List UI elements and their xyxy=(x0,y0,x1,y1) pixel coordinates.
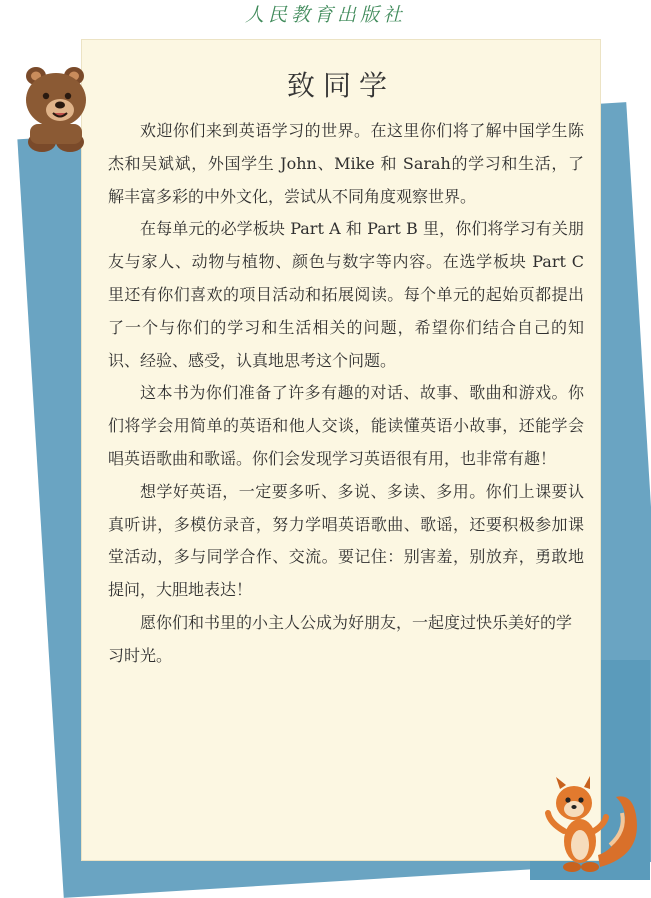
squirrel-icon xyxy=(538,775,648,880)
page-title: 致同学 xyxy=(286,69,395,102)
paragraph: 在每单元的必学板块 Part A 和 Part B 里，你们将学习有关朋友与家人、动物与植物、颜色与数字等内容。在选学板块 Part C 里还有你们喜欢的项目活动和拓展阅读。每个单元的起始页都提出了一个与你们的学习和生活相关的问题，希望你们结合自己的知识、经验、感受，认真地思考这个问题。 xyxy=(108,219,584,370)
paragraph: 这本书为你们准备了许多有趣的对话、故事、歌曲和游戏。你们将学会用简单的英语和他人交谈，能读懂英语小故事，还能学会唱英语歌曲和歌谣。你们会发现学习英语很有用，也非常有趣！ xyxy=(108,383,584,468)
bear-icon xyxy=(20,62,92,154)
paragraph: 愿你们和书里的小主人公成为好朋友，一起度过快乐美好的学习时光。 xyxy=(108,612,573,665)
publisher-logo: 人民教育出版社 xyxy=(244,4,406,26)
paragraph: 欢迎你们来到英语学习的世界。在这里你们将了解中国学生陈杰和吴斌斌，外国学生 John、Mike 和 Sarah的学习和生活，了解丰富多彩的中外文化，尝试从不同角度观察世界。 xyxy=(108,121,584,206)
paragraph: 想学好英语，一定要多听、多说、多读、多用。你们上课要认真听讲，多模仿录音，努力学唱英语歌曲、歌谣，还要积极参加课堂活动，多与同学合作、交流。要记住：别害羞，别放弃，勇敢地提问，大胆地表达！ xyxy=(108,481,584,600)
letter-body xyxy=(108,115,584,673)
